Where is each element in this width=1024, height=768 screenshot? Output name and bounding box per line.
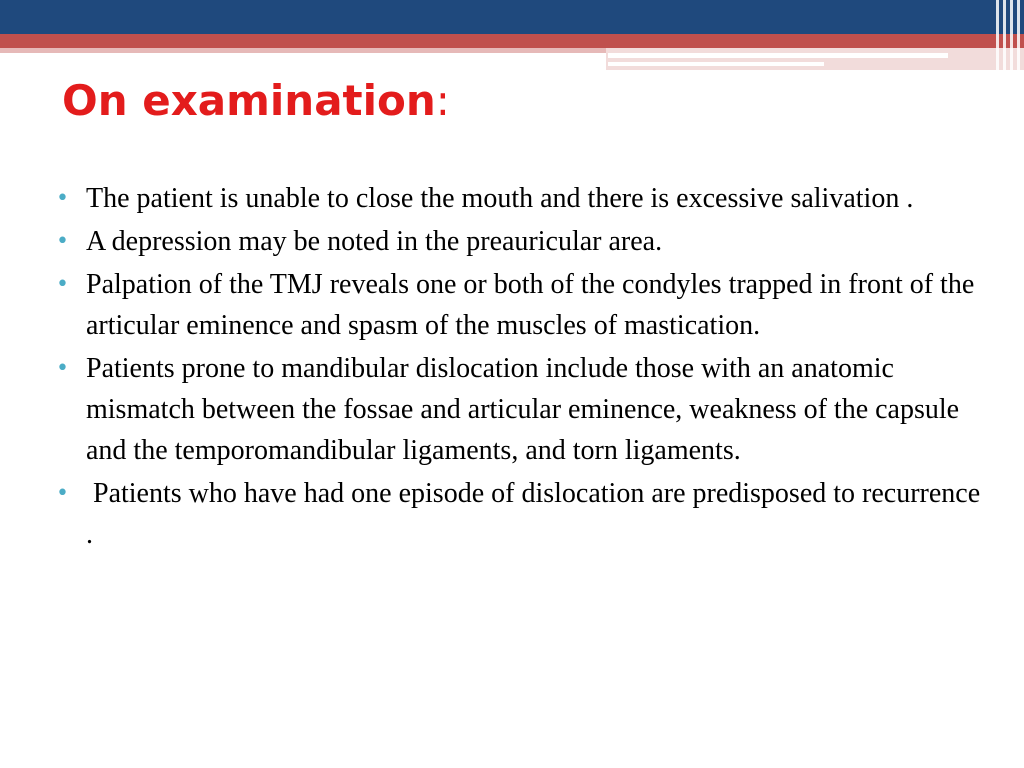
header-band-light (0, 48, 610, 53)
slide-title (62, 78, 450, 124)
bullet-text: Palpation of the TMJ reveals one or both of the condyles trapped in front of the articular eminence and spasm of the muscles of mastication. (86, 269, 975, 341)
bullet-text: Patients prone to mandibular dislocation include those with an anatomic mismatch between the fossae and articular eminence, weakness of the capsule and the temporomandibular ligaments, and torn ligaments. (86, 353, 960, 466)
header-band-red (0, 34, 1024, 48)
slide-title-text: On examination (62, 76, 436, 125)
bullet-item (56, 178, 986, 219)
bullet-text: Patients who have had one episode of dislocation are predisposed to recurrence . (86, 478, 988, 550)
bullet-item (56, 348, 986, 471)
bullet-dot-icon: • (56, 186, 69, 211)
bullet-item (56, 473, 986, 555)
header-band-stripe (608, 53, 948, 58)
header-vertical-line (1003, 0, 1006, 70)
header-band-pink (606, 48, 1024, 70)
header-vertical-line (1017, 0, 1020, 70)
bullet-item (56, 221, 986, 262)
header-vertical-line (1010, 0, 1013, 70)
header-vertical-line (996, 0, 999, 70)
slide-title-colon: : (435, 76, 450, 125)
bullet-dot-icon: • (56, 229, 69, 254)
header-band-blue (0, 0, 1024, 34)
bullet-dot-icon: • (56, 272, 69, 297)
bullet-item (56, 264, 986, 346)
bullet-text: A depression may be noted in the preauricular area. (86, 226, 663, 257)
bullet-text: The patient is unable to close the mouth and there is excessive salivation . (86, 183, 914, 214)
header-band-stripe (608, 62, 824, 66)
bullet-list (56, 178, 986, 557)
bullet-dot-icon: • (56, 356, 69, 381)
bullet-dot-icon: • (56, 481, 69, 506)
